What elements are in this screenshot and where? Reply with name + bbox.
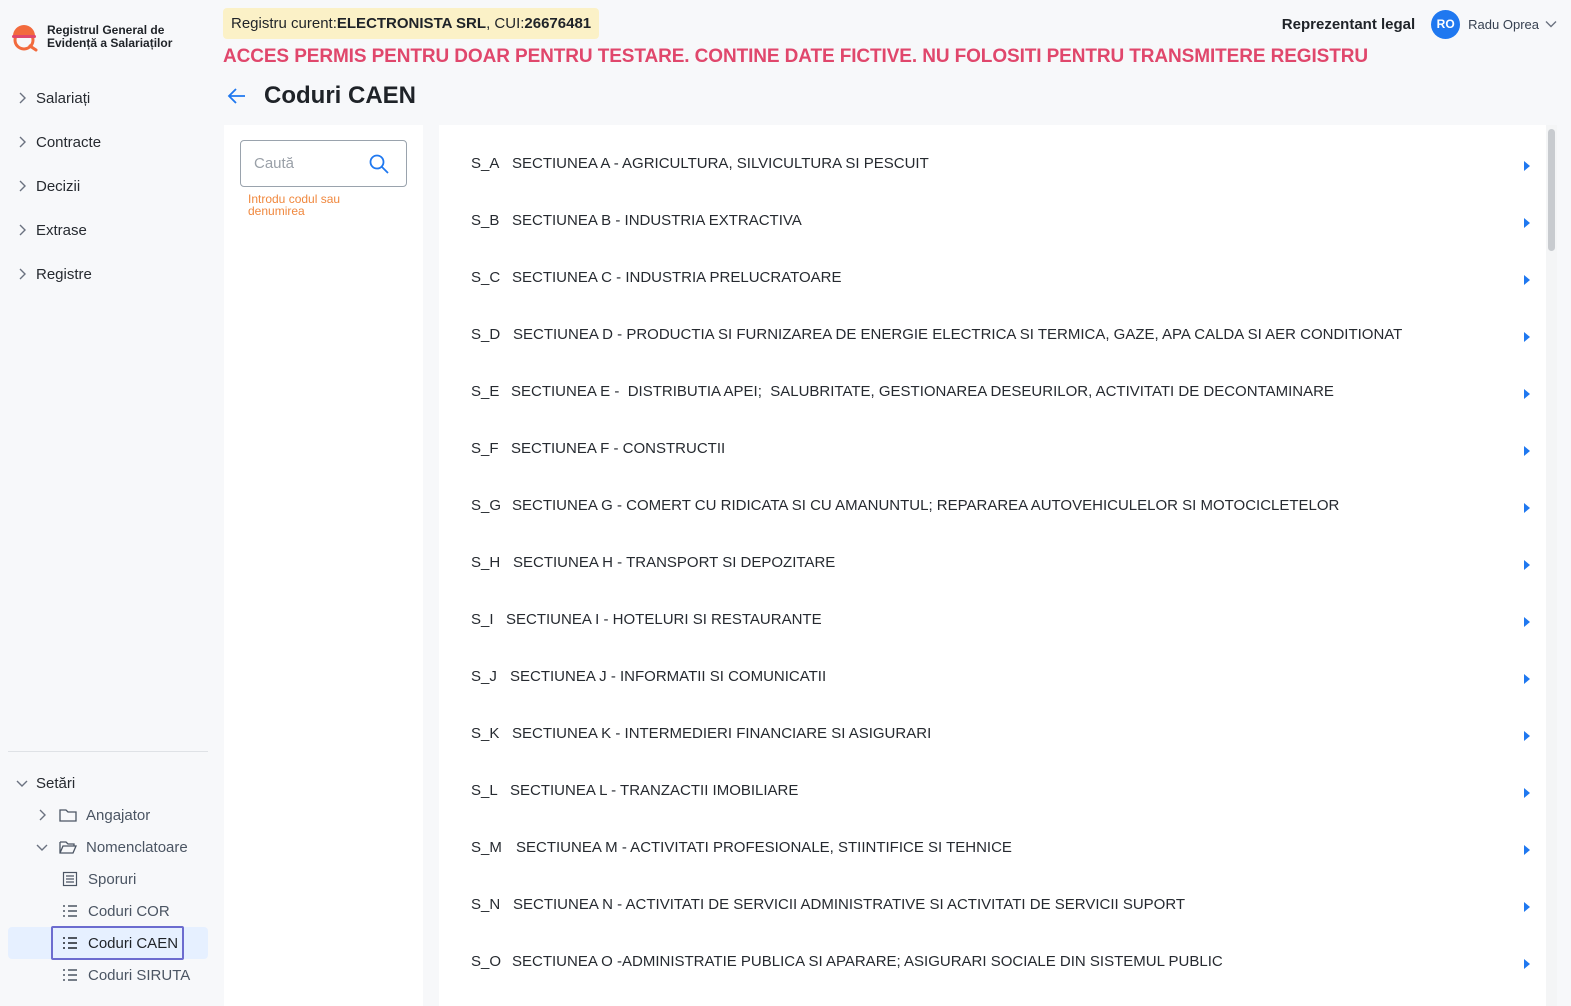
caen-code: S_K [471, 725, 500, 742]
nav-item-label: Salariați [36, 89, 91, 107]
tree-item-coduri-caen[interactable] [8, 927, 208, 959]
list-item[interactable] [439, 762, 1544, 819]
caen-name: SECTIUNEA F - CONSTRUCTII [511, 440, 726, 457]
caen-code: S_G [471, 497, 502, 514]
main-nav [8, 76, 208, 296]
tree-item-coduri-siruta[interactable] [8, 959, 208, 991]
caret-right-icon[interactable] [1524, 503, 1530, 513]
chevron-down-icon[interactable] [1545, 20, 1557, 28]
caen-name: SECTIUNEA K - INTERMEDIERI FINANCIARE SI ASIGURARI [512, 725, 932, 742]
company-name: ELECTRONISTA SRL [336, 15, 487, 32]
focus-outline [51, 926, 184, 960]
caen-code: S_M [471, 839, 502, 856]
list-item[interactable] [439, 306, 1544, 363]
caret-right-icon[interactable] [1524, 731, 1530, 741]
list-item[interactable] [439, 648, 1544, 705]
brand-logo-icon [10, 22, 40, 52]
caen-name: SECTIUNEA M - ACTIVITATI PROFESIONALE, STIINTIFICE SI TEHNICE [516, 839, 1012, 856]
list-item[interactable] [439, 477, 1544, 534]
caen-list [439, 125, 1557, 1006]
folder-icon [58, 807, 78, 823]
caen-name: SECTIUNEA L - TRANZACTII IMOBILIARE [510, 782, 799, 799]
nav-item-contracte[interactable] [8, 120, 208, 164]
search-icon[interactable] [369, 154, 389, 179]
nav-item-label: Extrase [36, 221, 87, 239]
caret-right-icon[interactable] [1524, 332, 1530, 342]
caret-right-icon[interactable] [1524, 845, 1530, 855]
folder-open-icon [58, 839, 78, 855]
search-input[interactable] [254, 155, 364, 172]
nav-item-label: Registre [36, 265, 92, 283]
chevron-right-icon [8, 92, 36, 104]
user-name[interactable]: Radu Oprea [1468, 16, 1539, 32]
caret-right-icon[interactable] [1524, 788, 1530, 798]
tree-item-sporuri[interactable] [8, 863, 208, 895]
caret-right-icon[interactable] [1524, 560, 1530, 570]
caen-code: S_D [471, 326, 501, 343]
caret-right-icon[interactable] [1524, 617, 1530, 627]
coduri-cor-label: Coduri COR [88, 902, 170, 920]
back-arrow-icon[interactable] [226, 85, 248, 107]
user-role: Reprezentant legal [1281, 15, 1416, 33]
document-list-icon [60, 871, 80, 887]
list-item[interactable] [439, 249, 1544, 306]
caret-right-icon[interactable] [1524, 275, 1530, 285]
caret-right-icon[interactable] [1524, 959, 1530, 969]
caen-code: S_I [471, 611, 494, 628]
nav-item-extrase[interactable] [8, 208, 208, 252]
caret-right-icon[interactable] [1524, 389, 1530, 399]
caen-code: S_N [471, 896, 501, 913]
list-item[interactable] [439, 192, 1544, 249]
caret-right-icon[interactable] [1524, 674, 1530, 684]
chevron-right-icon [8, 180, 36, 192]
nav-item-label: Decizii [36, 177, 81, 195]
caen-name: SECTIUNEA H - TRANSPORT SI DEPOZITARE [513, 554, 836, 571]
caen-name: SECTIUNEA O -ADMINISTRATIE PUBLICA SI APARARE; ASIGURARI SOCIALE DIN SISTEMUL PUBLIC [512, 953, 1223, 970]
angajator-label: Angajator [86, 806, 151, 824]
caen-name: SECTIUNEA G - COMERT CU RIDICATA SI CU AMANUNTUL; REPARAREA AUTOVEHICULELOR SI MOTOCICLETELOR [512, 497, 1340, 514]
nav-item-setari[interactable] [8, 767, 208, 799]
list-item[interactable] [439, 705, 1544, 762]
chevron-right-icon [8, 268, 36, 280]
caen-code: S_E [471, 383, 500, 400]
chevron-right-icon [8, 136, 36, 148]
list-icon [60, 967, 80, 983]
page-title: Coduri CAEN [264, 82, 416, 109]
coduri-caen-label: Coduri CAEN [88, 934, 179, 952]
caen-code: S_L [471, 782, 498, 799]
caen-name: SECTIUNEA I - HOTELURI SI RESTAURANTE [506, 611, 822, 628]
sidebar [0, 0, 216, 1006]
caret-right-icon[interactable] [1524, 902, 1530, 912]
caen-name: SECTIUNEA N - ACTIVITATI DE SERVICII ADMINISTRATIVE SI ACTIVITATI DE SERVICII SUPORT [513, 896, 1186, 913]
nomenclatoare-label: Nomenclatoare [86, 838, 188, 856]
list-item[interactable] [439, 876, 1544, 933]
test-warning-banner: ACCES PERMIS PENTRU DOAR PENTRU TESTARE. CONTINE DATE FICTIVE. NU FOLOSITI PENTRU TRANSMITERE REGISTRU [223, 46, 1368, 67]
caret-right-icon[interactable] [1524, 161, 1530, 171]
tree-item-angajator[interactable] [8, 799, 208, 831]
nav-item-decizii[interactable] [8, 164, 208, 208]
caen-code: S_C [471, 269, 501, 286]
chevron-right-icon [8, 224, 36, 236]
caen-name: SECTIUNEA B - INDUSTRIA EXTRACTIVA [512, 212, 802, 229]
caen-name: SECTIUNEA E - DISTRIBUTIA APEI; SALUBRITATE, GESTIONAREA DESEURILOR, ACTIVITATI DE DECONTAMINARE [511, 383, 1334, 400]
list-scrollbar[interactable] [1546, 125, 1557, 1006]
nav-item-registre[interactable] [8, 252, 208, 296]
caen-name: SECTIUNEA C - INDUSTRIA PRELUCRATOARE [512, 269, 842, 286]
sporuri-label: Sporuri [88, 870, 137, 888]
search-box[interactable] [240, 140, 407, 187]
list-item[interactable] [439, 819, 1544, 876]
setari-label: Setări [36, 774, 76, 792]
list-item[interactable] [439, 933, 1544, 990]
caen-name: SECTIUNEA A - AGRICULTURA, SILVICULTURA SI PESCUIT [512, 155, 929, 172]
tree-item-coduri-cor[interactable] [8, 895, 208, 927]
chevron-down-icon [32, 843, 52, 851]
registry-prefix: Registru curent: [231, 15, 337, 32]
user-area [1282, 9, 1557, 39]
current-registry-badge [223, 8, 599, 39]
caen-code: S_H [471, 554, 501, 571]
list-item[interactable] [439, 135, 1544, 192]
caen-name: SECTIUNEA J - INFORMATII SI COMUNICATII [510, 668, 827, 685]
caen-code: S_B [471, 212, 500, 229]
nav-item-label: Contracte [36, 133, 102, 151]
caen-code: S_A [471, 155, 500, 172]
caen-code: S_F [471, 440, 499, 457]
cui-value: 26676481 [524, 15, 592, 32]
list-item[interactable] [439, 591, 1544, 648]
chevron-down-icon [8, 779, 36, 787]
avatar[interactable]: RO [1431, 10, 1460, 39]
caret-right-icon[interactable] [1524, 218, 1530, 228]
caen-code: S_O [471, 953, 502, 970]
sidebar-divider [8, 751, 208, 752]
scrollbar-thumb[interactable] [1548, 129, 1555, 251]
caen-name: SECTIUNEA D - PRODUCTIA SI FURNIZAREA DE ENERGIE ELECTRICA SI TERMICA, GAZE, APA CALDA SI AER CONDITIONAT [513, 326, 1403, 343]
caret-right-icon[interactable] [1524, 446, 1530, 456]
chevron-right-icon [32, 809, 52, 821]
list-icon [60, 903, 80, 919]
cui-prefix: , CUI: [486, 15, 525, 32]
nav-item-salariati[interactable] [8, 76, 208, 120]
caen-code: S_J [471, 668, 497, 685]
brand[interactable] [10, 22, 187, 52]
list-item[interactable] [439, 420, 1544, 477]
search-panel [224, 125, 423, 1006]
search-hint: Introdu codul sau denumirea [248, 192, 341, 218]
list-item[interactable] [439, 363, 1544, 420]
coduri-siruta-label: Coduri SIRUTA [88, 966, 191, 984]
list-item[interactable] [439, 534, 1544, 591]
settings-nav [8, 767, 208, 991]
brand-title: Registrul General de Evidență a Salariaților [47, 23, 173, 50]
tree-item-nomenclatoare[interactable] [8, 831, 208, 863]
